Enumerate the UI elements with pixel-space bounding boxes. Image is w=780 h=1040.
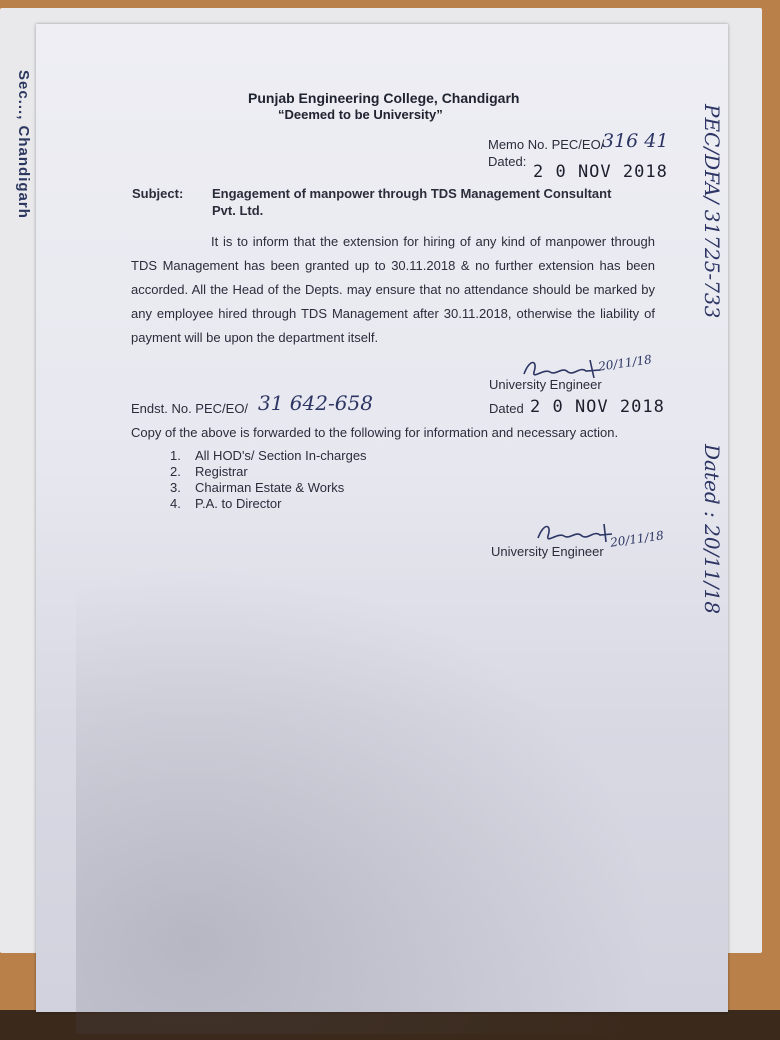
signature-2-date: 20/11/18 bbox=[609, 528, 665, 550]
margin-note-date: Dated : 20/11/18 bbox=[700, 444, 724, 614]
endorsement-number-handwritten: 31 642-658 bbox=[258, 391, 373, 415]
list-item: 3. Chairman Estate & Works bbox=[170, 480, 345, 495]
body-paragraph: It is to inform that the extension for hiring of any kind of manpower through TDS Management has been granted up to 30.11.2018 & no further extension has been accorded. All the Head of the Depts. may ensure that no attendance should be marked by any employee hired through TDS Management after 30.11.2018, otherwise the liability of payment will be upon the department itself. bbox=[131, 234, 655, 345]
margin-note-reference: PEC/DFA/ 31725-733 bbox=[700, 104, 724, 319]
memo-number-label: Memo No. PEC/EO/ bbox=[488, 137, 605, 152]
list-item: 4. P.A. to Director bbox=[170, 496, 282, 511]
copy-recipient-list bbox=[170, 448, 367, 512]
memo-date-stamp: 2 0 NOV 2018 bbox=[533, 162, 668, 182]
signature-1-date: 20/11/18 bbox=[597, 352, 653, 374]
underlying-paper-edge-text: Sec..., Chandigarh bbox=[15, 70, 32, 219]
memo-number-handwritten: 316 41 bbox=[602, 130, 669, 152]
signature-1-designation: University Engineer bbox=[489, 377, 602, 392]
subject-line-2: Pvt. Ltd. bbox=[212, 203, 264, 218]
subject-label: Subject: bbox=[132, 186, 184, 201]
endorsement-date-stamp: 2 0 NOV 2018 bbox=[530, 397, 665, 417]
subject-line-1: Engagement of manpower through TDS Management Consultant bbox=[212, 186, 612, 201]
list-item: 2. Registrar bbox=[170, 464, 248, 479]
endorsement-label: Endst. No. PEC/EO/ bbox=[131, 401, 249, 416]
photo-shadow bbox=[76, 564, 656, 1034]
institution-title: Punjab Engineering College, Chandigarh bbox=[248, 90, 520, 106]
signature-2-designation: University Engineer bbox=[491, 544, 604, 559]
endorsement-dated-label: Dated bbox=[489, 401, 524, 416]
list-item: 1. All HOD's/ Section In-charges bbox=[170, 448, 367, 463]
copy-forward-line: Copy of the above is forwarded to the following for information and necessary action. bbox=[131, 425, 619, 440]
memo-dated-label: Dated: bbox=[488, 154, 527, 169]
dark-surface-edge bbox=[0, 1010, 780, 1040]
institution-subtitle: “Deemed to be University” bbox=[278, 107, 443, 122]
memo-sheet bbox=[36, 24, 728, 1012]
